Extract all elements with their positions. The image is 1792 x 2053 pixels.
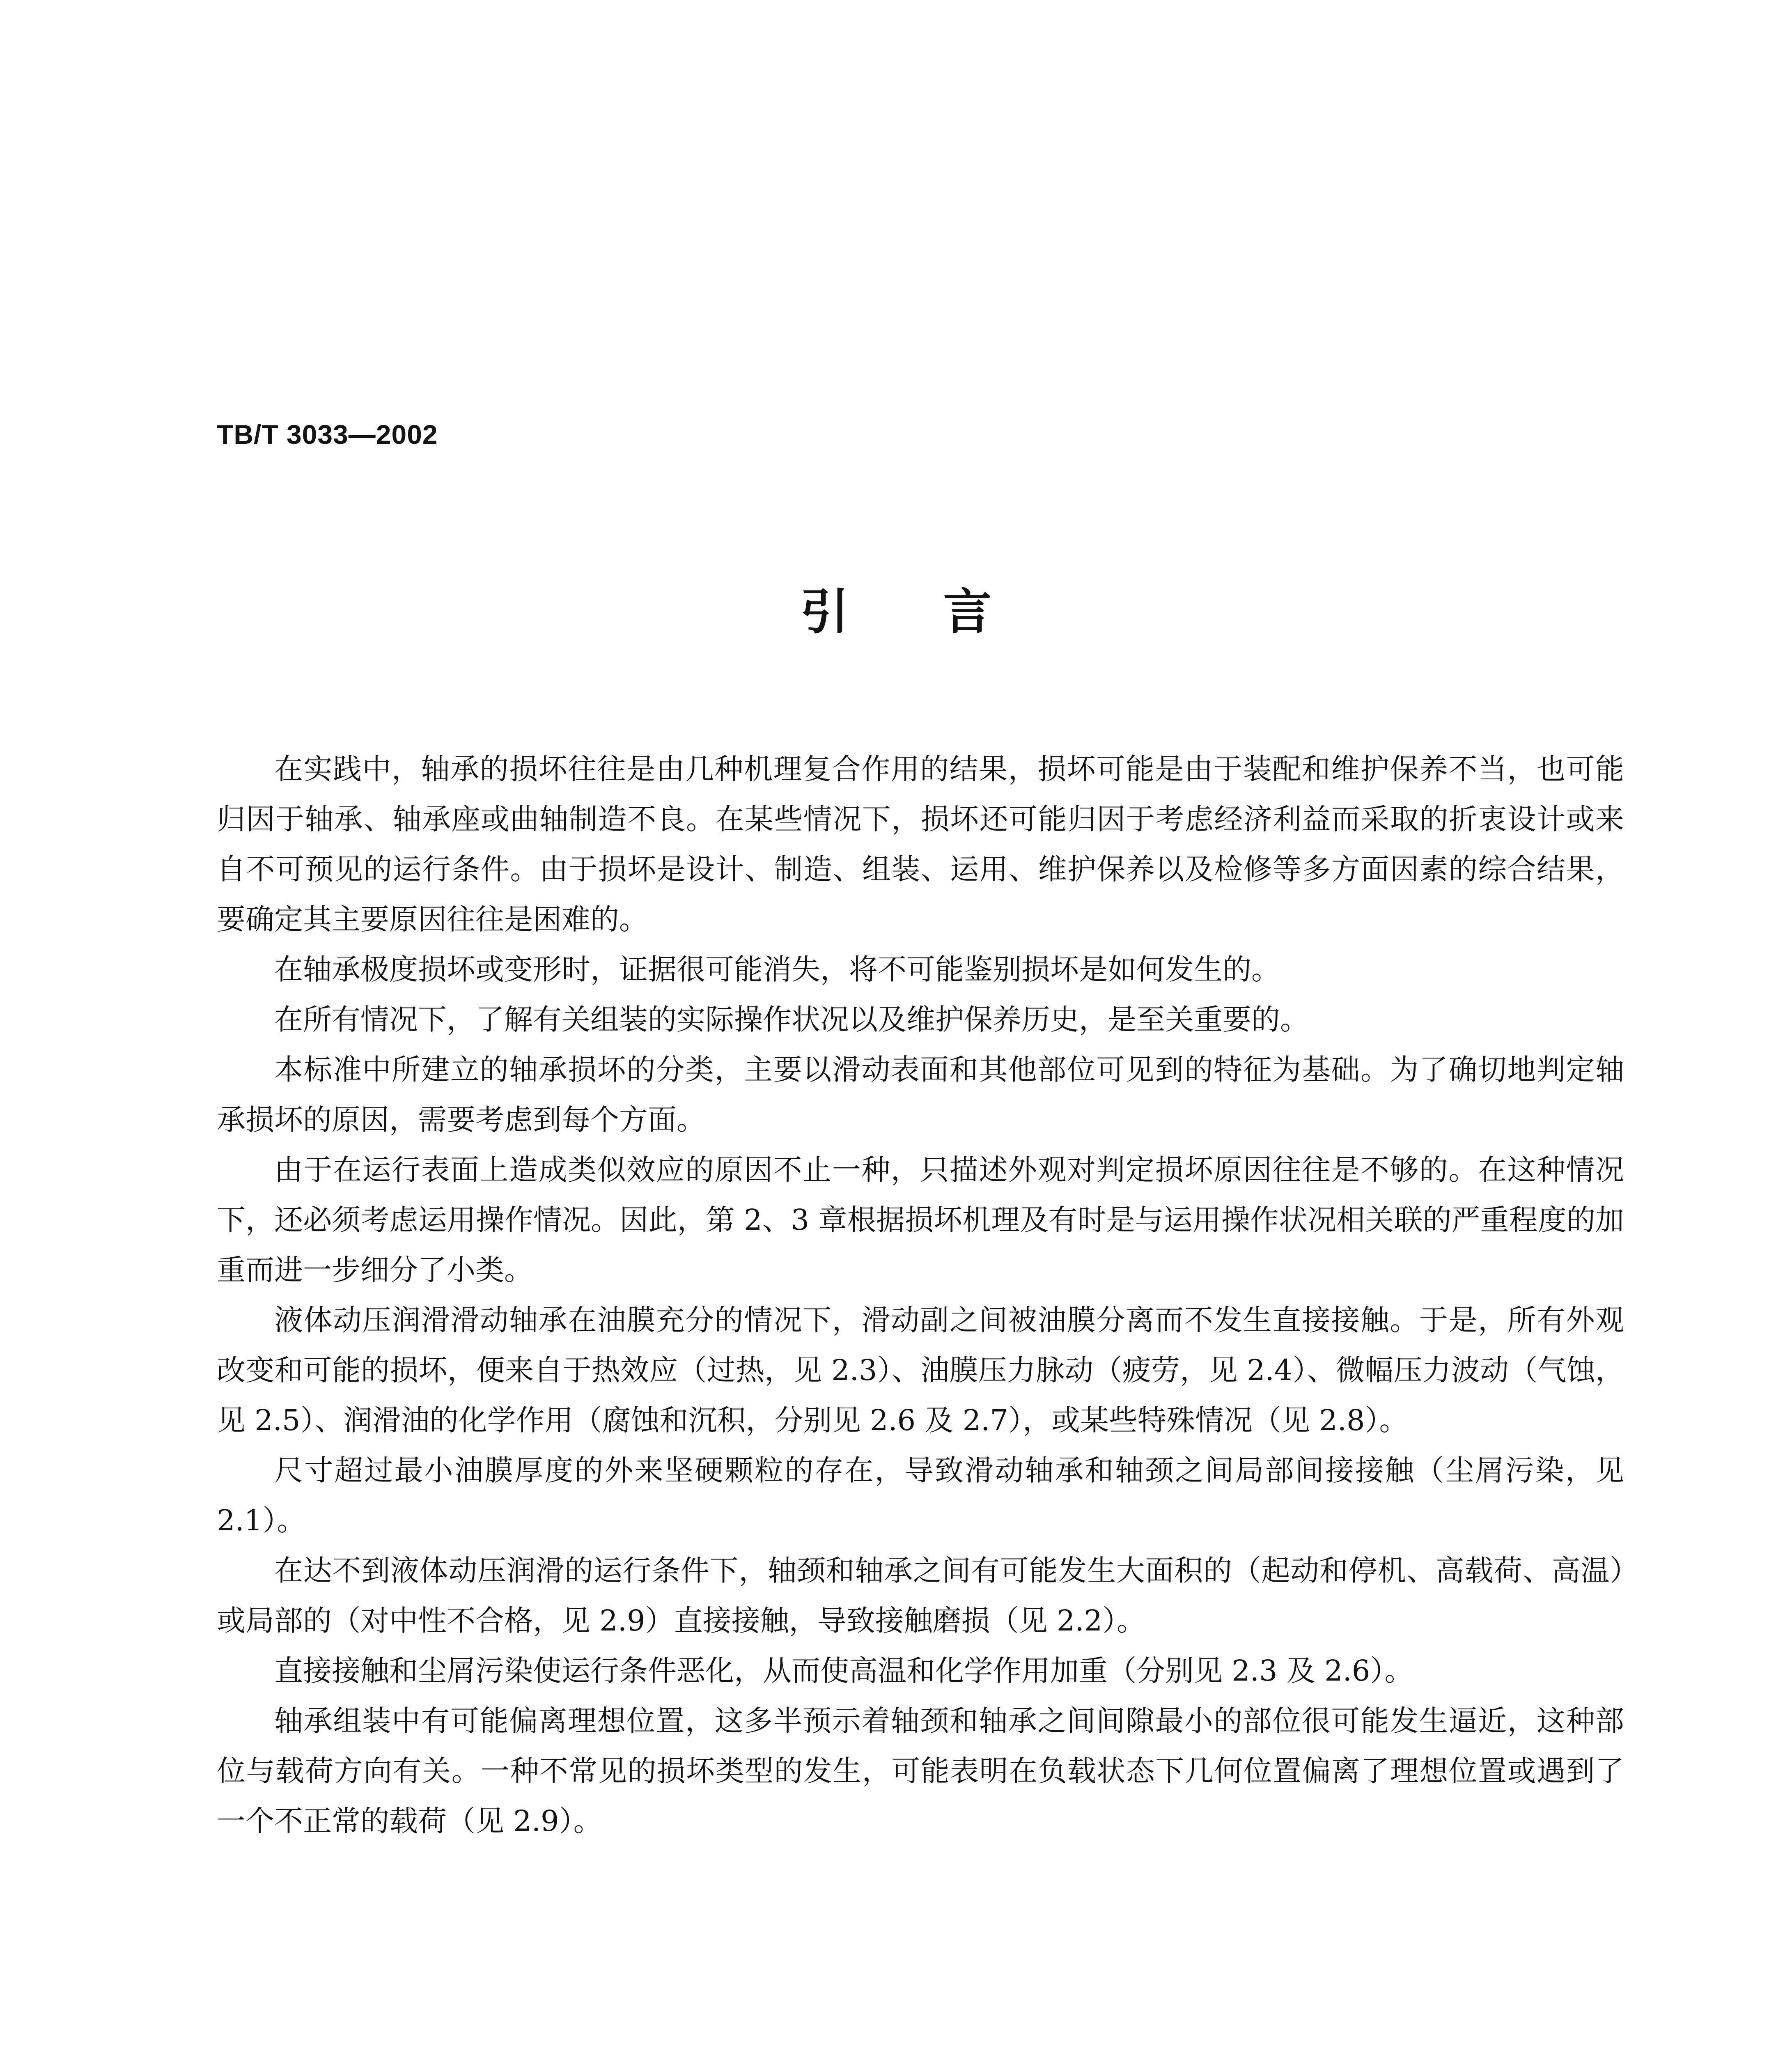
paragraph: 在所有情况下，了解有关组装的实际操作状况以及维护保养历史，是至关重要的。 xyxy=(274,1003,1309,1036)
paragraph: 由于在运行表面上造成类似效应的原因不止一种，只描述外观对判定损坏原因往往是不够的。在这种情况下，还必须考虑运用操作情况。因此，第 2、3 章根据损坏机理及有时是与运用操作状况相关联的严重程度的加重而进一步细分了小类。 xyxy=(217,1153,1624,1287)
paragraph: 尺寸超过最小油膜厚度的外来坚硬颗粒的存在，导致滑动轴承和轴颈之间局部间接接触（尘屑污染，见 2.1）。 xyxy=(217,1454,1624,1537)
paragraph: 直接接触和尘屑污染使运行条件恶化，从而使高温和化学作用加重（分别见 2.3 及 2.6）。 xyxy=(274,1654,1413,1688)
page-title: 引言 xyxy=(800,583,1086,640)
body-text xyxy=(217,744,1624,1846)
paragraph: 液体动压润滑滑动轴承在油膜充分的情况下，滑动副之间被油膜分离而不发生直接接触。于是，所有外观改变和可能的损坏，便来自于热效应（过热，见 2.3）、油膜压力脉动（疲劳，见 2.4）、微幅压力波动（气蚀，见 2.5）、润滑油的化学作用（腐蚀和沉积，分别见 2.6 及 2.7），或某些特殊情况（见 2.8）。 xyxy=(217,1303,1624,1437)
paragraph: 本标准中所建立的轴承损坏的分类，主要以滑动表面和其他部位可见到的特征为基础。为了确切地判定轴承损坏的原因，需要考虑到每个方面。 xyxy=(217,1053,1624,1137)
paragraph: 轴承组装中有可能偏离理想位置，这多半预示着轴颈和轴承之间间隙最小的部位很可能发生逼近，这种部位与载荷方向有关。一种不常见的损坏类型的发生，可能表明在负载状态下几何位置偏离了理想位置或遇到了一个不正常的载荷（见 2.9）。 xyxy=(217,1704,1624,1838)
paragraph: 在实践中，轴承的损坏往往是由几种机理复合作用的结果，损坏可能是由于装配和维护保养不当，也可能归因于轴承、轴承座或曲轴制造不良。在某些情况下，损坏还可能归因于考虑经济利益而采取的折衷设计或来自不可预见的运行条件。由于损坏是设计、制造、组装、运用、维护保养以及检修等多方面因素的综合结果，要确定其主要原因往往是困难的。 xyxy=(217,752,1624,936)
standard-code-header: TB/T 3033—2002 xyxy=(217,419,438,450)
paragraph: 在轴承极度损坏或变形时，证据很可能消失，将不可能鉴别损坏是如何发生的。 xyxy=(274,953,1280,986)
paragraph: 在达不到液体动压润滑的运行条件下，轴颈和轴承之间有可能发生大面积的（起动和停机、高载荷、高温）或局部的（对中性不合格，见 2.9）直接接触，导致接触磨损（见 2.2）。 xyxy=(217,1554,1624,1637)
